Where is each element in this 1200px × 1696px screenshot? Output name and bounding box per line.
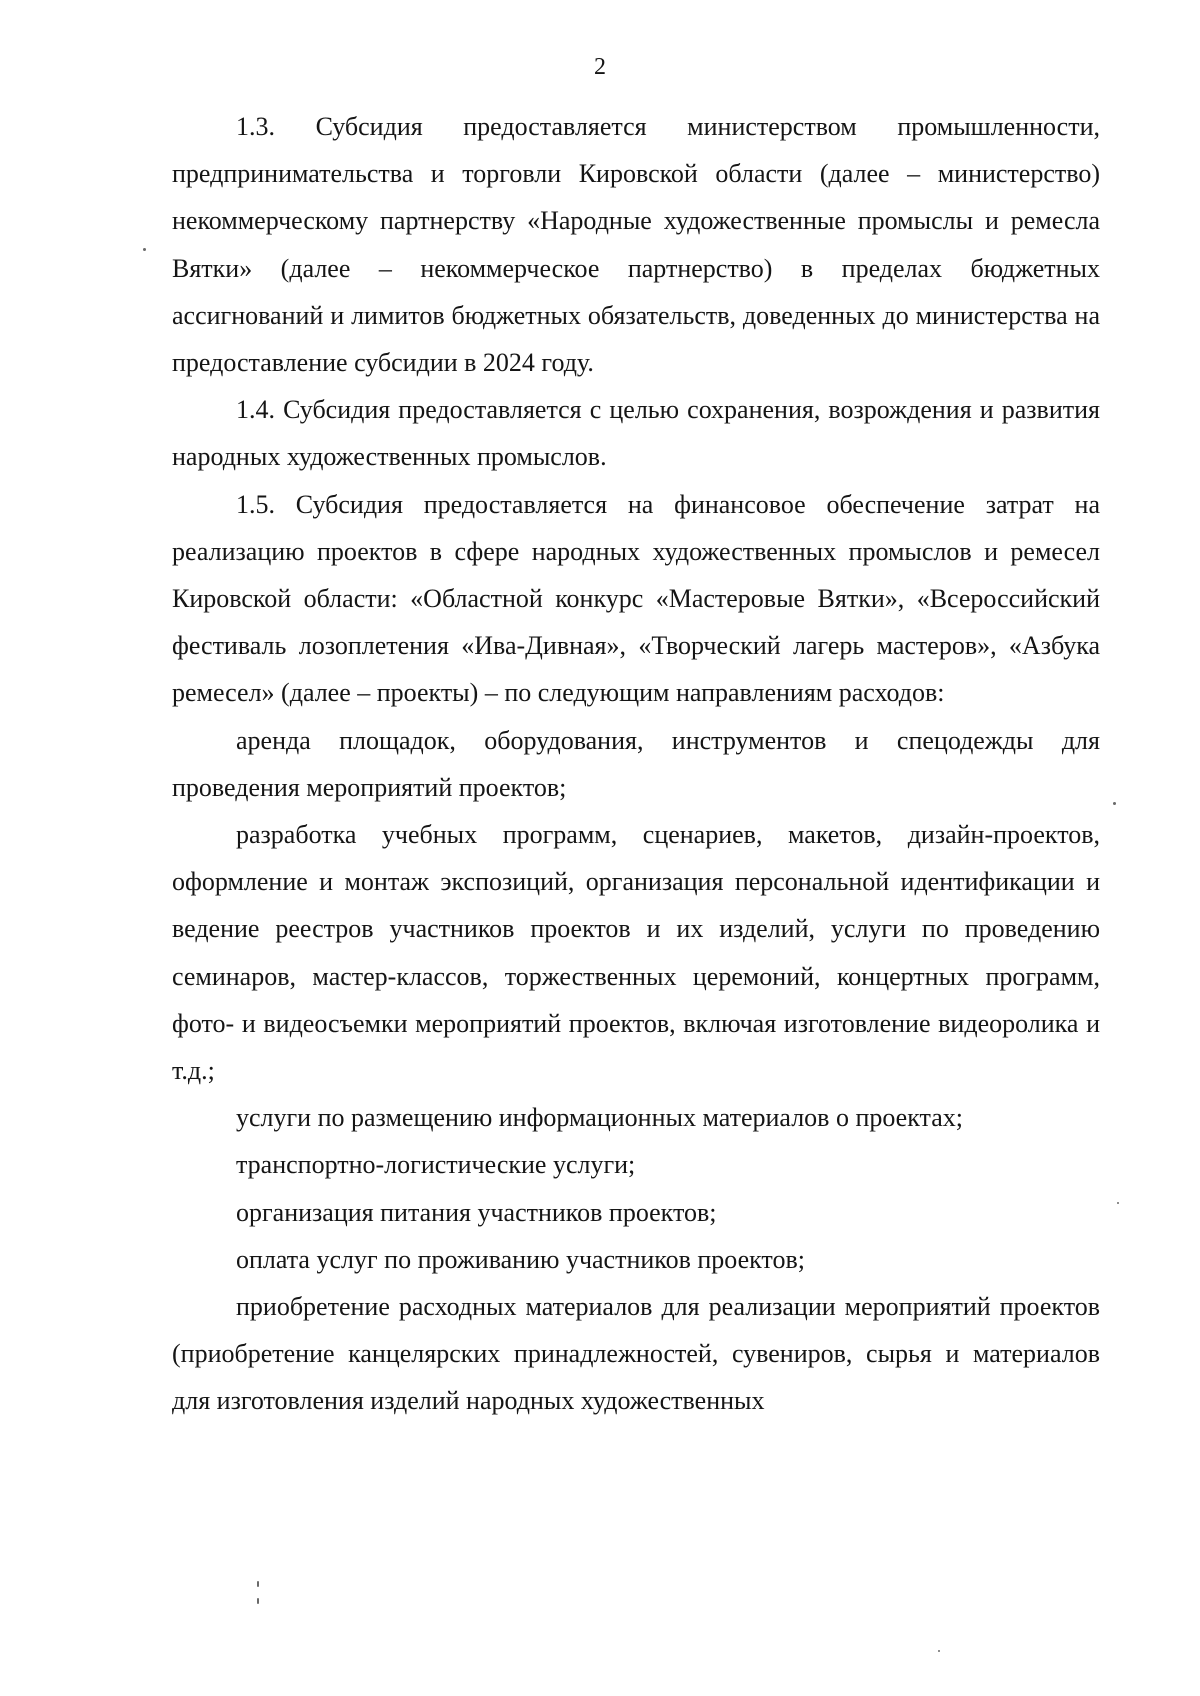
scan-speck — [257, 1598, 259, 1604]
expense-item-development: разработка учебных программ, сценариев, макетов, дизайн-проектов, оформление и монтаж экспозиций, организация персональной идентификации и ведение реестров участников проектов и их изделий, услуги по проведению семинаров, мастер-классов, торжественных церемоний, концертных программ, фото- и видеосъемки мероприятий проектов, включая изготовление видеоролика и т.д.; — [172, 820, 1100, 1086]
expense-item-logistics: транспортно-логистические услуги; — [236, 1150, 636, 1180]
page-number: 2 — [594, 54, 606, 80]
paragraph-1-5: 1.5. Субсидия предоставляется на финансовое обеспечение затрат на реализацию проектов в сфере народных художественных промыслов и ремесел Кировской области: «Областной конкурс «Мастеровые Вятки», «Всероссийский фестиваль лозоплетения «Ива-Дивная», «Творческий лагерь мастеров», «Азбука ремесел» (далее – проекты) – по следующим направлениям расходов: — [172, 489, 1100, 708]
scan-speck — [143, 248, 146, 251]
scan-speck — [938, 1650, 940, 1652]
expense-item-accommodation: оплата услуг по проживанию участников проектов; — [236, 1244, 805, 1274]
paragraph-1-3: 1.3. Субсидия предоставляется министерством промышленности, предпринимательства и торговли Кировской области (далее – министерство) некоммерческому партнерству «Народные художественные промыслы и ремесла Вятки» (далее – некоммерческое партнерство) в пределах бюджетных ассигнований и лимитов бюджетных обязательств, доведенных до министерства на предоставление субсидии в 2024 году. — [172, 112, 1100, 378]
expense-item-info-materials: услуги по размещению информационных материалов о проектах; — [236, 1103, 963, 1133]
expense-item-consumables: приобретение расходных материалов для реализации мероприятий проектов (приобретение канцелярских принадлежностей, сувениров, сырья и материалов для изготовления изделий народных художественных — [172, 1292, 1100, 1416]
paragraph-1-4: 1.4. Субсидия предоставляется с целью сохранения, возрождения и развития народных художественных промыслов. — [172, 395, 1100, 472]
document-body — [172, 103, 1100, 1425]
scan-speck — [1113, 802, 1116, 805]
expense-item-rent: аренда площадок, оборудования, инструментов и спецодежды для проведения мероприятий проектов; — [172, 725, 1100, 802]
scan-speck — [1117, 1202, 1119, 1204]
expense-item-catering: организация питания участников проектов; — [236, 1197, 717, 1227]
scan-speck — [257, 1581, 259, 1587]
